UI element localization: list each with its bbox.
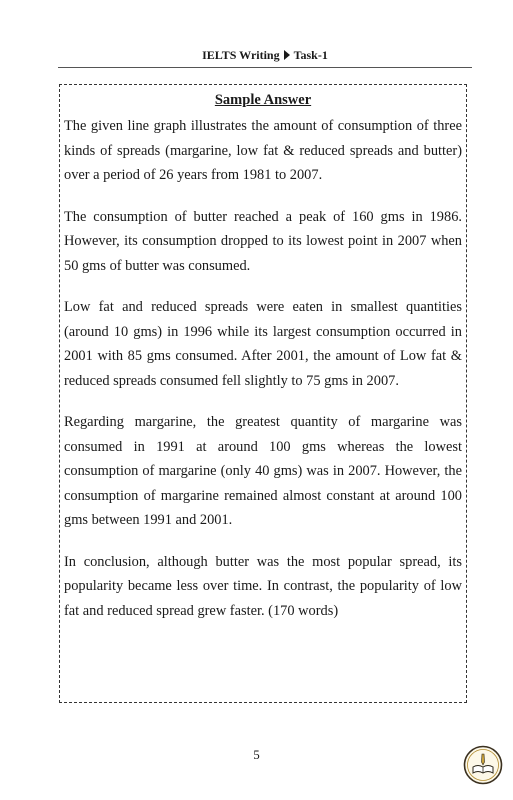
sample-answer-title: Sample Answer [214,92,312,108]
header-section: Task-1 [293,48,328,62]
paragraph-introduction: The given line graph illustrates the amount of consumption of three kinds of spreads (margarine, low fat & reduced spreads and butter) over a period of 26 years from 1981 to 2007. [64,118,462,183]
paragraph-margarine: Regarding margarine, the greatest quantity of margarine was consumed in 1991 at around 100 gms whereas the lowest consumption of margarine (only 40 gms) was in 2007. However, the consumption of margarine remained almost constant at around 100 gms between 1991 and 2001. [64,414,462,528]
paragraph-conclusion: In conclusion, although butter was the most popular spread, its popularity became less over time. In contrast, the popularity of low fat and reduced spread grew faster. (170 words) [64,553,462,619]
sample-answer-content [64,88,462,640]
page-number: 5 [253,747,260,762]
book-logo-icon [463,745,503,785]
triangle-right-icon [284,50,290,60]
header-divider [58,67,472,68]
header-book-title: IELTS Writing [202,48,280,62]
paragraph-butter: The consumption of butter reached a peak of 160 gms in 1986. However, its consumption dropped to its lowest point in 2007 when 50 gms of butter was consumed. [64,208,462,274]
paragraph-low-fat: Low fat and reduced spreads were eaten in smallest quantities (around 10 gms) in 1996 while its largest consumption occurred in 2001 with 85 gms consumed. After 2001, the amount of Low fat & reduced spreads consumed fell slightly to 75 gms in 2007. [64,299,462,389]
running-header [60,48,470,63]
